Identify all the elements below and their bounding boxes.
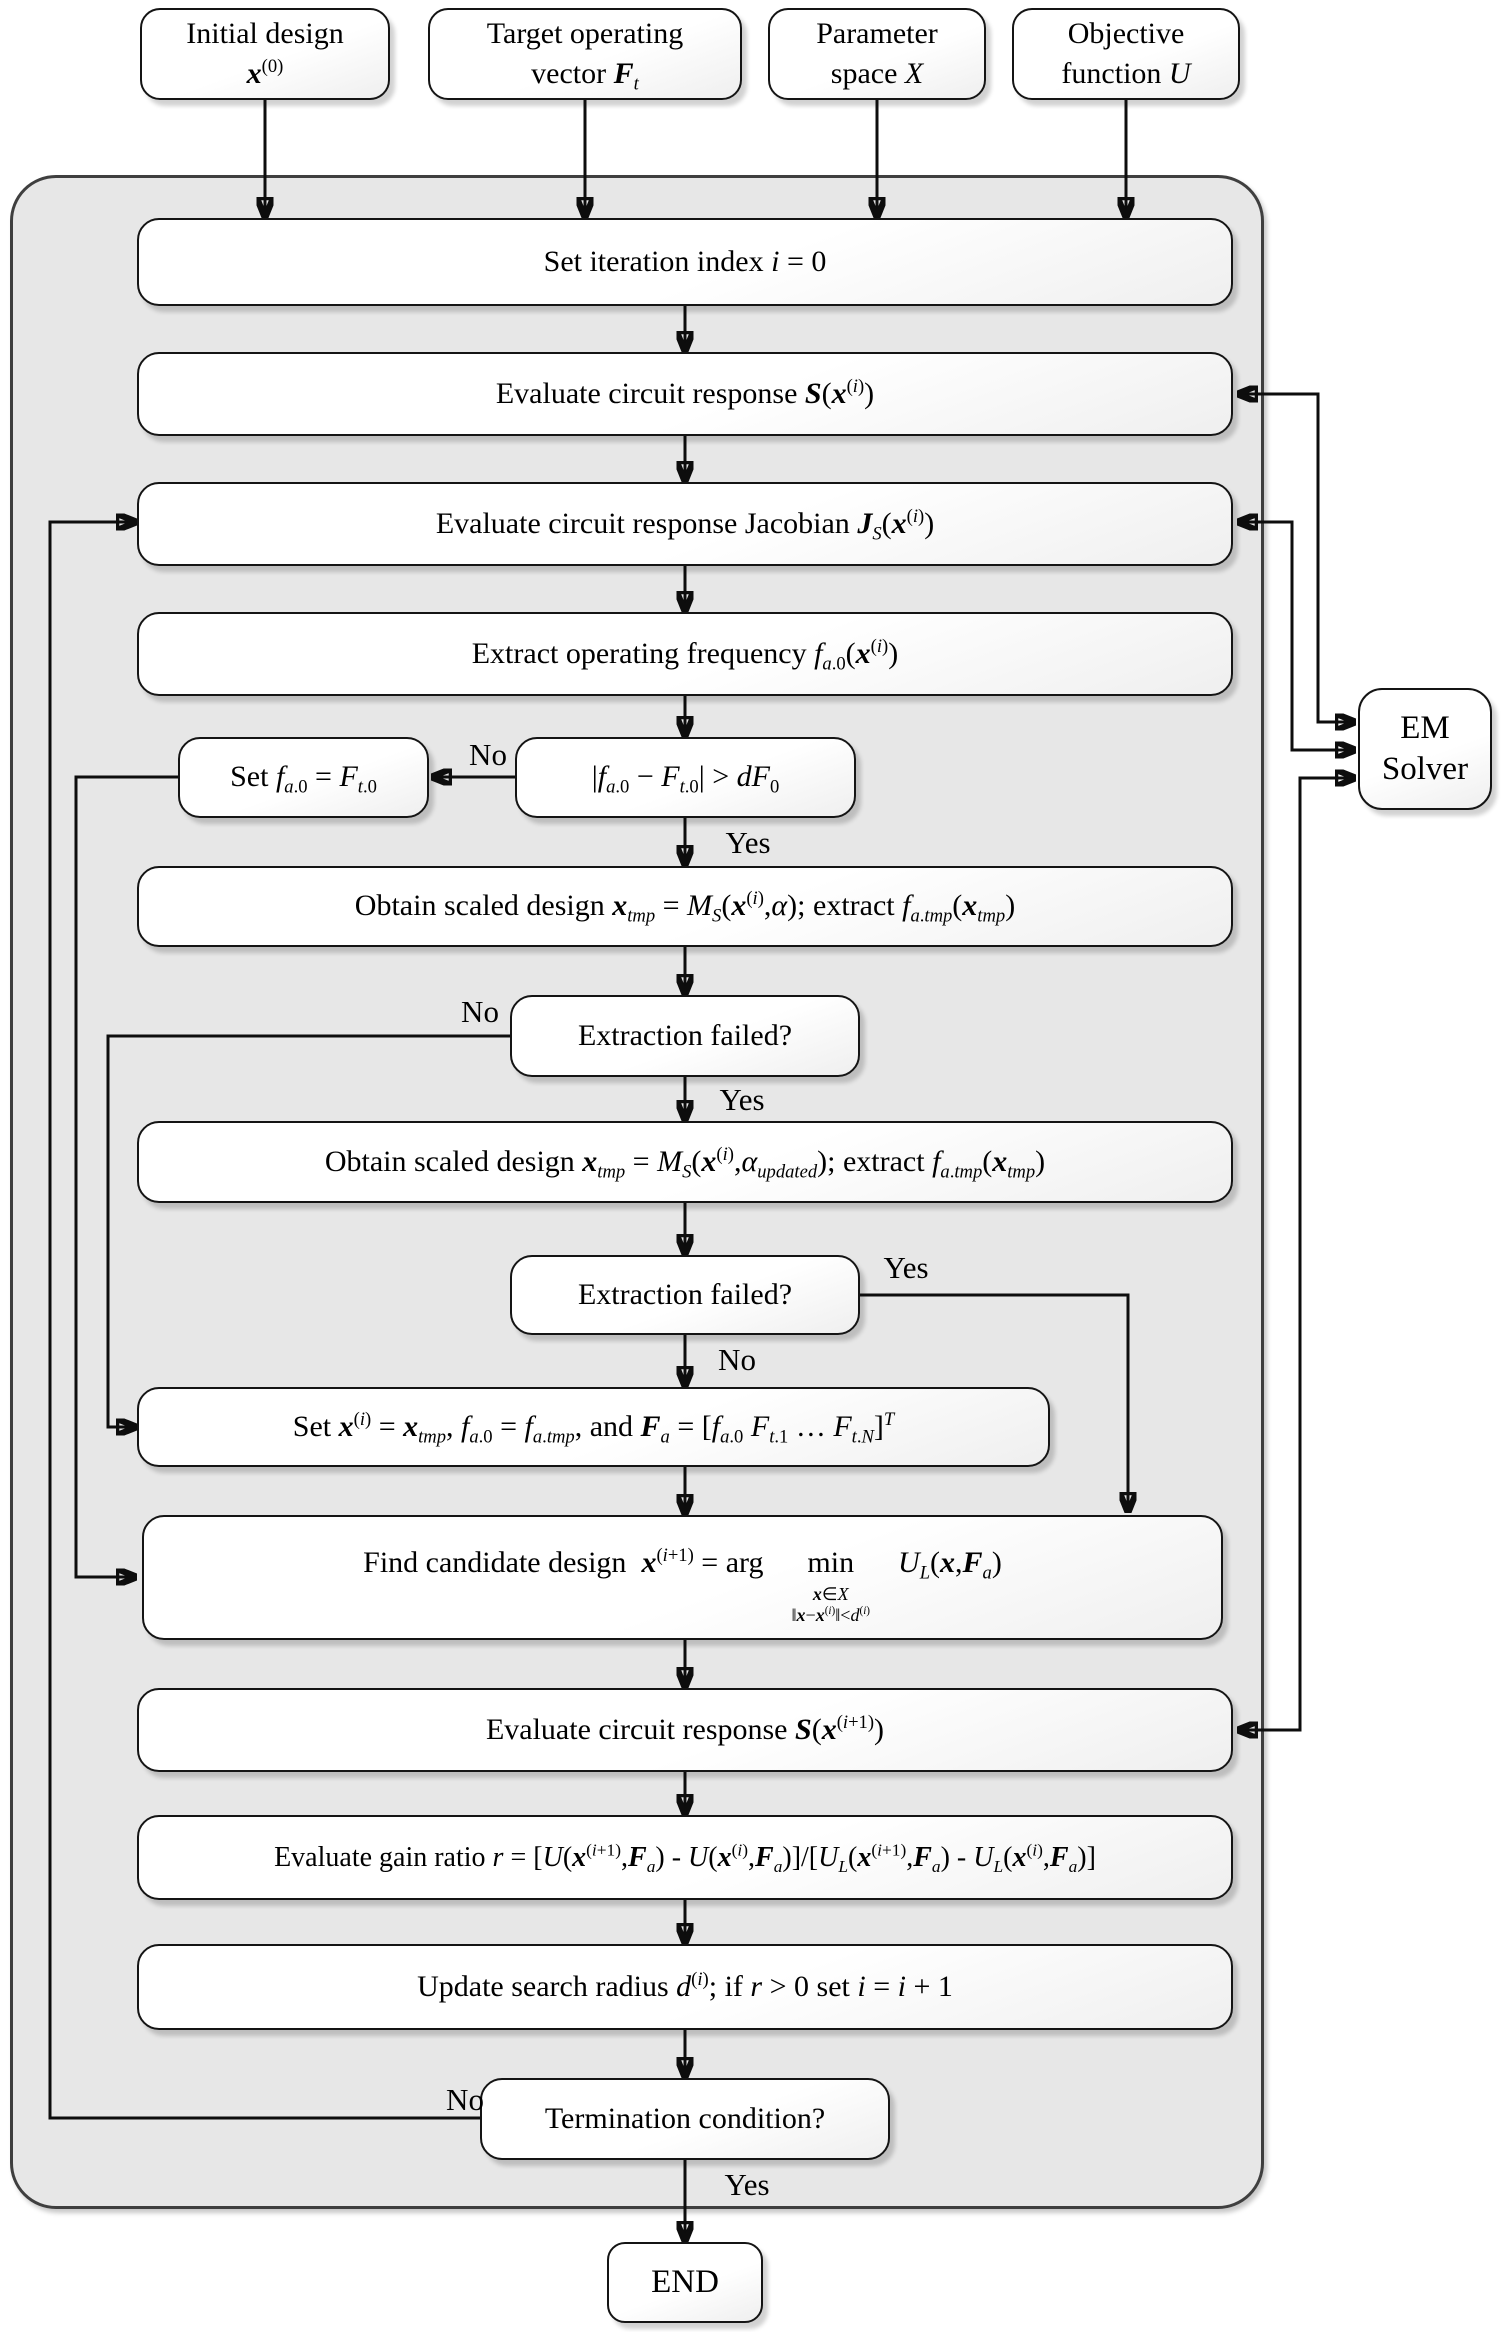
node-objective-function — [1012, 8, 1240, 100]
node-label: Extraction failed? — [577, 1018, 793, 1052]
node-label: Evaluate circuit response $S(x^{(i)})$ — [495, 375, 875, 410]
node-label: END — [651, 2264, 719, 2301]
node-label: Set $x^{(i)} = x_{tmp}$, $f_{a.0} = f_{a.tmp}$, and $F_a = [f_{a.0}$ $F_{t.1}$ … $F_{t.N}]^T$ — [292, 1408, 895, 1448]
node-parameter-space — [768, 8, 986, 100]
node-target-vector — [428, 8, 742, 100]
decision-extraction-failed-2 — [510, 1255, 860, 1335]
node-evaluate-response — [137, 352, 1233, 436]
node-label: Initial design $x^{(0)}$ — [186, 16, 344, 90]
node-label: Update search radius $d^{(i)}$; if r > 0 set i = i + 1 — [417, 1968, 953, 2003]
min-operator: min — [807, 1546, 855, 1579]
node-label: Evaluate circuit response $S(x^{(i+1)})$ — [485, 1711, 885, 1746]
edge-label-yes-frequency: Yes — [725, 825, 771, 860]
node-label: Objective function U — [1061, 16, 1191, 90]
node-label: Evaluate gain ratio $r = [U(x^{(i+1)},F_a) - U(x^{(i)},F_a)]/[U_L(x^{(i+1)},F_a) - U_L(x^{(i)},F_a)]$ — [274, 1840, 1096, 1876]
edge-label-no-frequency: No — [469, 737, 507, 772]
edge-label-no-extraction1: No — [461, 994, 499, 1029]
node-evaluate-jacobian — [137, 482, 1233, 566]
edge-label-yes-extraction1: Yes — [719, 1082, 765, 1117]
node-initial-design — [140, 8, 390, 100]
node-evaluate-gain-ratio — [137, 1815, 1233, 1900]
edge-label-no-termination: No — [446, 2082, 484, 2117]
node-set-design-and-vector — [137, 1387, 1050, 1467]
node-extract-frequency — [137, 612, 1233, 696]
node-label: Set $f_{a.0} = F_{t.0}$ — [230, 760, 377, 798]
min-constraint-domain: x∈X — [812, 1583, 849, 1604]
edge-label-no-extraction2: No — [718, 1342, 756, 1377]
node-set-iteration-index — [137, 218, 1233, 306]
node-label: Parameter space X — [816, 16, 938, 90]
node-label: Evaluate circuit response Jacobian $J_S(x^{(i)})$ — [435, 505, 935, 545]
decision-extraction-failed-1 — [510, 995, 860, 1077]
node-set-fa0 — [178, 737, 429, 818]
node-update-search-radius — [137, 1944, 1233, 2030]
min-constraint-radius: $‖x-x^{(i)}‖<d^{(i)}$ — [791, 1605, 871, 1626]
edge-label-yes-termination: Yes — [724, 2167, 770, 2202]
node-label: Extraction failed? — [577, 1277, 793, 1311]
argmin-stack — [791, 1543, 870, 1627]
node-label: Target operating vector $F_t$ — [486, 16, 684, 95]
find-objective: $U_L(x,F_a)$ — [898, 1546, 1002, 1584]
node-label: EM Solver — [1381, 709, 1469, 787]
node-label: Obtain scaled design $x_{tmp} = M_S(x^{(i)},\alpha_{updated})$; extract $f_{a.tmp}(x_{tmp})$ — [324, 1143, 1046, 1183]
node-obtain-scaled-design — [137, 866, 1233, 947]
node-label: Set iteration index i = 0 — [543, 244, 827, 278]
node-label: Obtain scaled design $x_{tmp} = M_S(x^{(i)},\alpha)$; extract $f_{a.tmp}(x_{tmp})$ — [354, 888, 1016, 927]
node-evaluate-response-candidate — [137, 1688, 1233, 1772]
edge-label-yes-extraction2: Yes — [883, 1250, 929, 1285]
node-label: $|f_{a.0} - F_{t.0}| > dF_0$ — [591, 760, 780, 798]
find-prefix: Find candidate design $x^{(i+1)}$ = arg — [363, 1545, 764, 1579]
node-end — [607, 2242, 763, 2323]
node-find-candidate-design — [142, 1515, 1223, 1640]
node-label: Extract operating frequency $f_{a.0}(x^{(i)})$ — [471, 635, 899, 675]
decision-frequency-deviation — [515, 737, 856, 818]
node-em-solver — [1358, 688, 1492, 810]
node-obtain-scaled-design-updated — [137, 1121, 1233, 1203]
node-label: Termination condition? — [544, 2101, 826, 2135]
decision-termination — [480, 2078, 890, 2160]
